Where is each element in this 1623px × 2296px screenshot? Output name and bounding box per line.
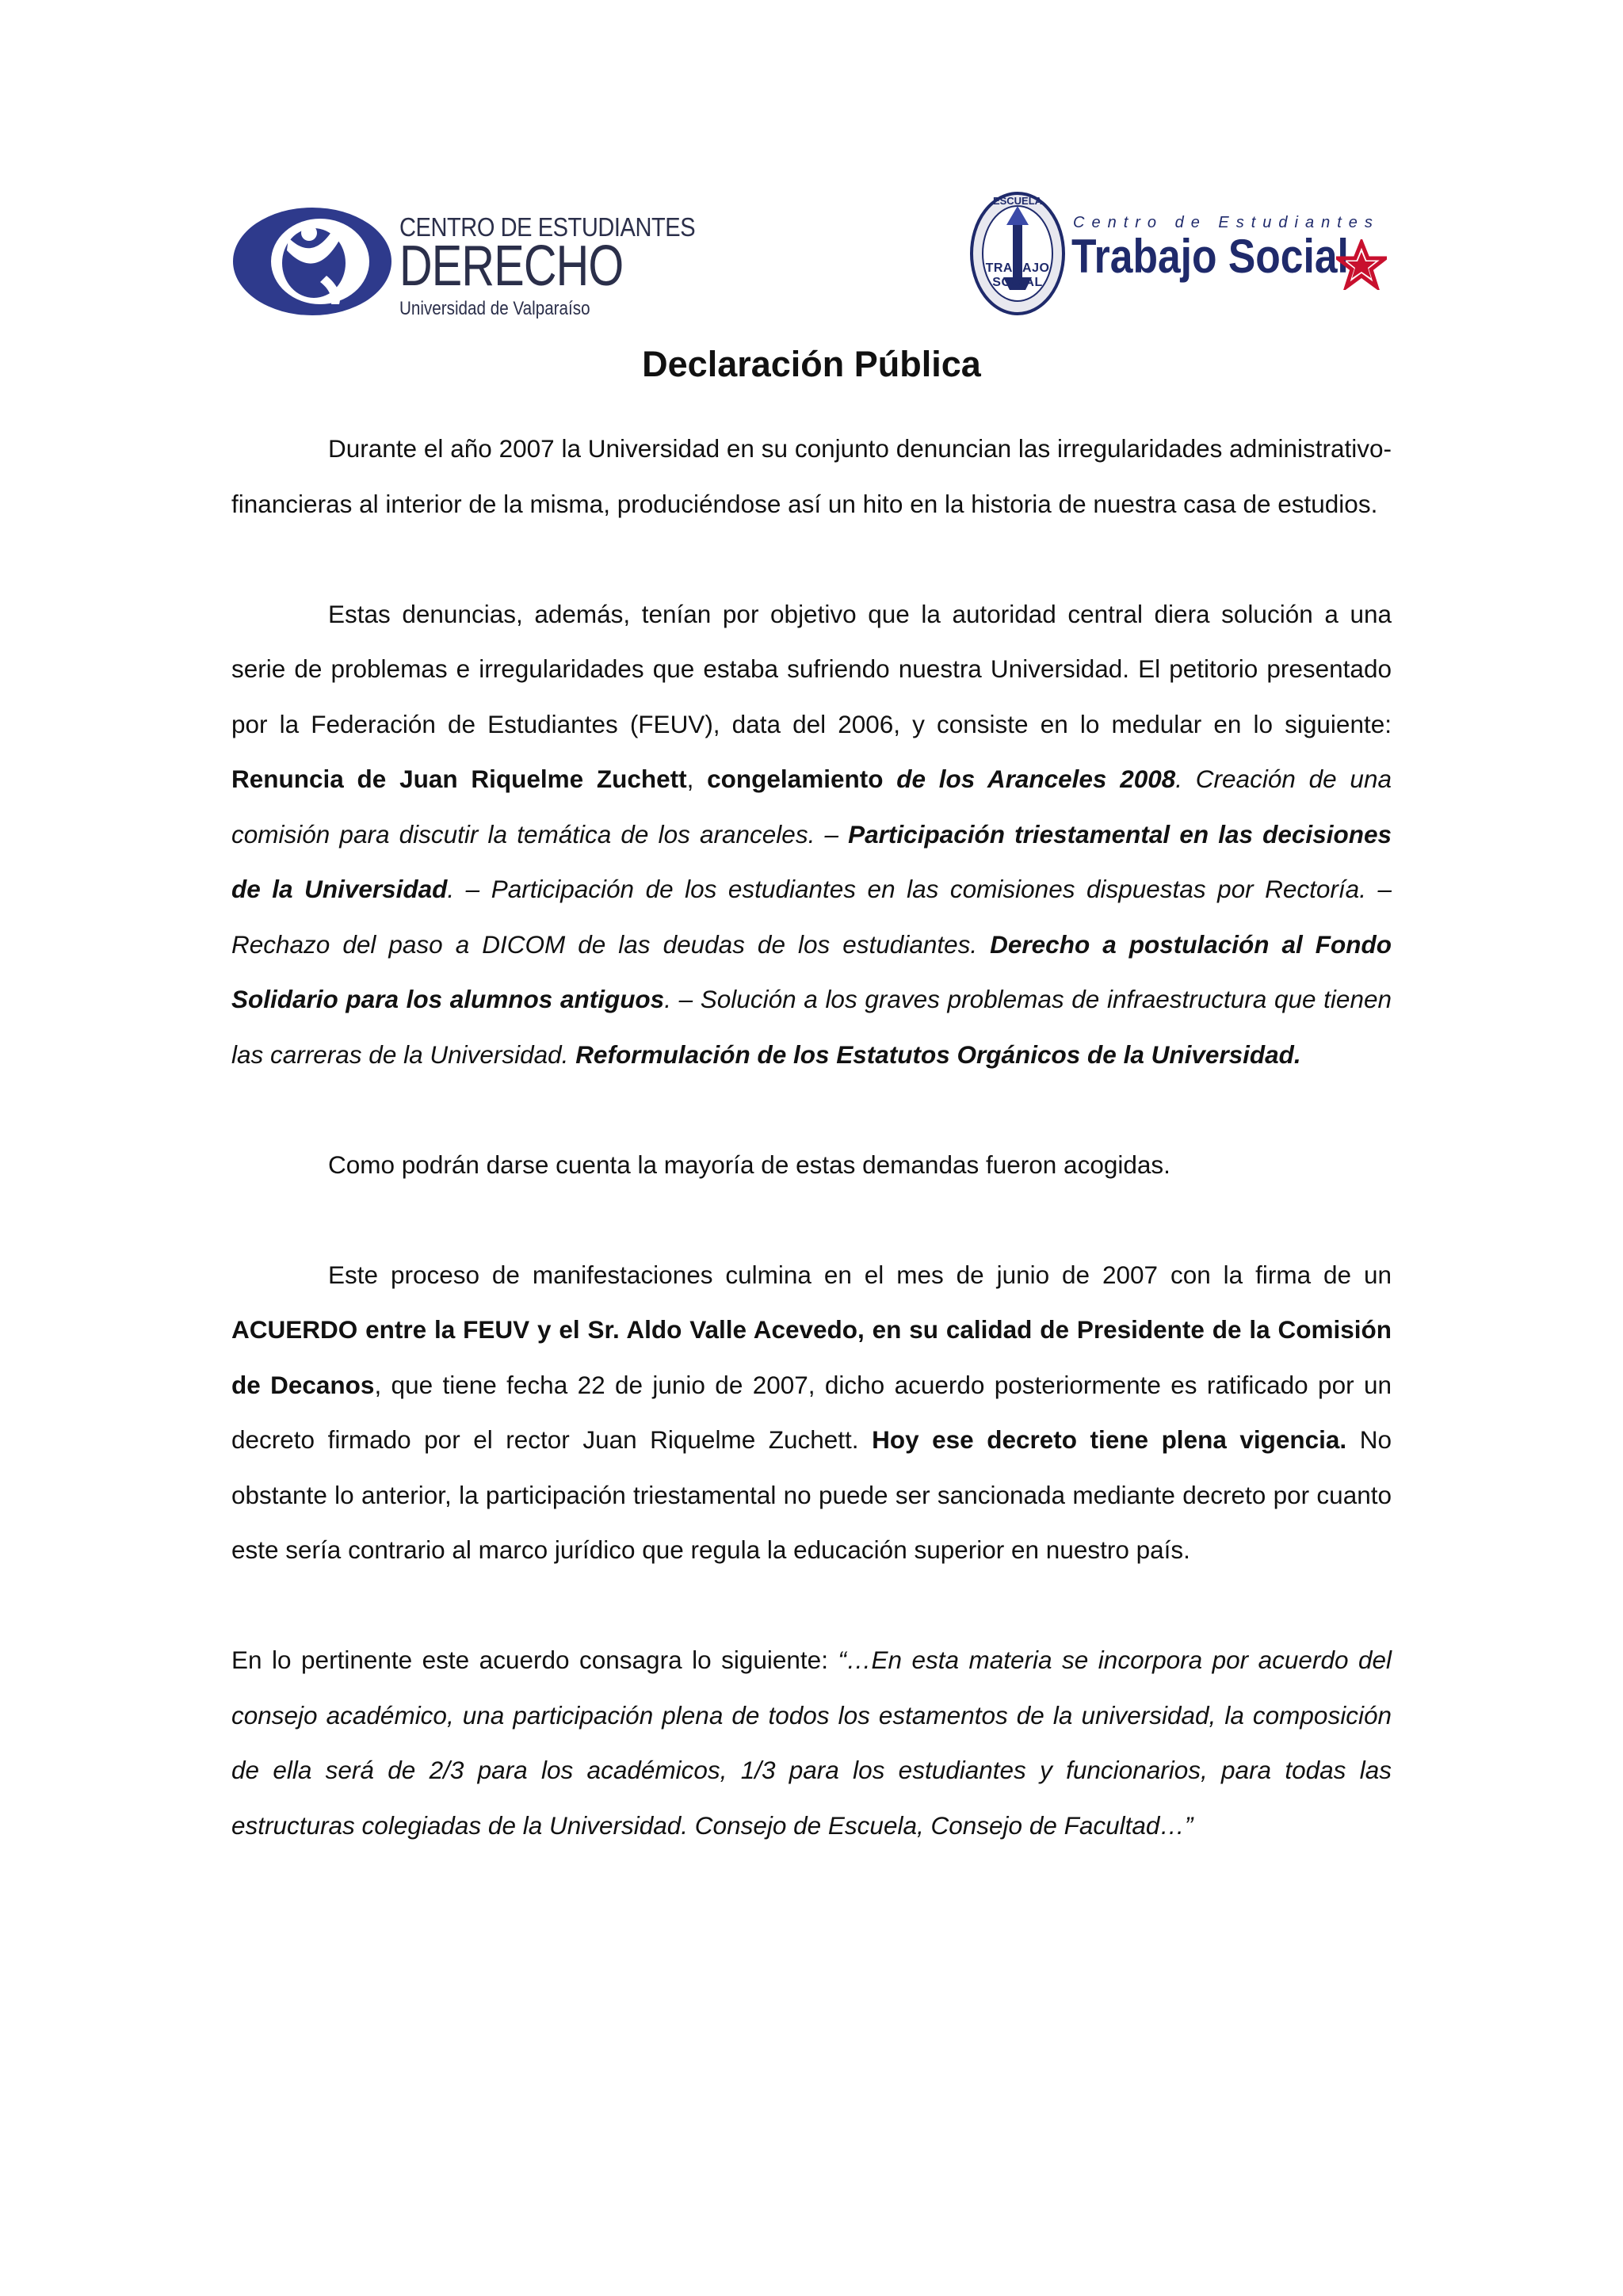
derecho-emblem-icon [231,206,398,317]
p2-text-2: , [686,765,708,793]
p2-text-5: . – Solución a los graves problemas de infraestructura que tienen las carreras de la Universidad. [231,985,1392,1069]
p2-text-4: . – Participación de los estudiantes en las comisiones dispuestas por Rectoría. – Rechazo del paso a DICOM de las deudas de los estudiantes. [231,875,1392,959]
p2-demand-freeze: congelamiento [707,765,884,793]
trabajo-social-logo-line2: Trabajo Social [1071,230,1349,283]
p4-text-2: , que tiene fecha 22 de junio de 2007, dicho acuerdo posteriormente es ratificado por un decreto firmado por el rector Juan Riquelme Zuchett. [231,1370,1392,1454]
p4-text-1: Este proceso de manifestaciones culmina en el mes de junio de 2007 con la firma de un [328,1260,1392,1289]
p4-agreement: ACUERDO entre la FEUV y el Sr. Aldo Valle Acevedo, en su calidad de Presidente de la Comisión de Decanos [231,1315,1392,1399]
p5-text-1: En lo pertinente este acuerdo consagra lo siguiente: [231,1646,838,1674]
p2-demand-fees: de los Aranceles 2008 [883,765,1176,793]
paragraph-5 [231,1633,1392,1853]
escuela-seal-icon [968,190,1067,317]
red-star-icon [1336,239,1387,290]
p4-decree-valid: Hoy ese decreto tiene plena vigencia. [872,1425,1347,1454]
derecho-logo-line2: DERECHO [399,235,624,298]
paragraph-3: Como podrán darse cuenta la mayoría de estas demandas fueron acogidas. [328,1150,1170,1179]
p2-text-1: Estas denuncias, además, tenían por objetivo que la autoridad central diera solución a una serie de problemas e irregularidades que estaba sufriendo nuestra Universidad. El petitorio presentado por la Federación de Estudiantes (FEUV), data del 2006, y consiste en lo medular en lo siguiente: [231,599,1392,738]
p5-quote: “…En esta materia se incorpora por acuerdo del consejo académico, una participación plena de todos los estamentos de la universidad, la composición de ella será de 2/3 para los académicos, 1/3 para los estudiantes y funcionarios, para todas las estructuras colegiadas de la Universidad. Consejo de Escuela, Consejo de Facultad…” [231,1646,1392,1840]
derecho-logo-line3: Universidad de Valparaíso [399,298,590,319]
document-body [231,421,1392,1853]
p4-text-3: No obstante lo anterior, la participación triestamental no puede ser sancionada mediante decreto por cuanto este sería contrario al marco jurídico que regula la educación superior en nuestro país. [231,1425,1392,1564]
paragraph-1: Durante el año 2007 la Universidad en su conjunto denuncian las irregularidades administrativo-financieras al interior de la misma, produciéndose así un hito en la historia de nuestra casa de estudios. [231,434,1392,518]
p2-demand-participation: Participación triestamental en las decisiones de la Universidad [231,819,1392,903]
p2-demand-fund: Derecho a postulación al Fondo Solidario para los alumnos antiguos [231,929,1392,1013]
derecho-logo-line1: CENTRO DE ESTUDIANTES [399,212,696,242]
p2-text-3: . Creación de una comisión para discutir la temática de los aranceles. – [231,765,1392,849]
document-title: Declaración Pública [642,344,981,384]
seal-top-text: ESCUELA [992,195,1043,207]
derecho-logo [231,203,696,322]
trabajo-social-logo-line1: Centro de Estudiantes [1073,214,1380,231]
p2-demand-statutes: Reformulación de los Estatutos Orgánicos de la Universidad. [575,1039,1301,1069]
seal-label: TRABAJO SOCIAL [985,261,1050,289]
p2-demand-resignation: Renuncia de Juan Riquelme Zuchett [231,765,687,793]
paragraph-4 [231,1248,1392,1578]
trabajo-social-logo [968,190,1396,318]
paragraph-2 [231,587,1392,1083]
